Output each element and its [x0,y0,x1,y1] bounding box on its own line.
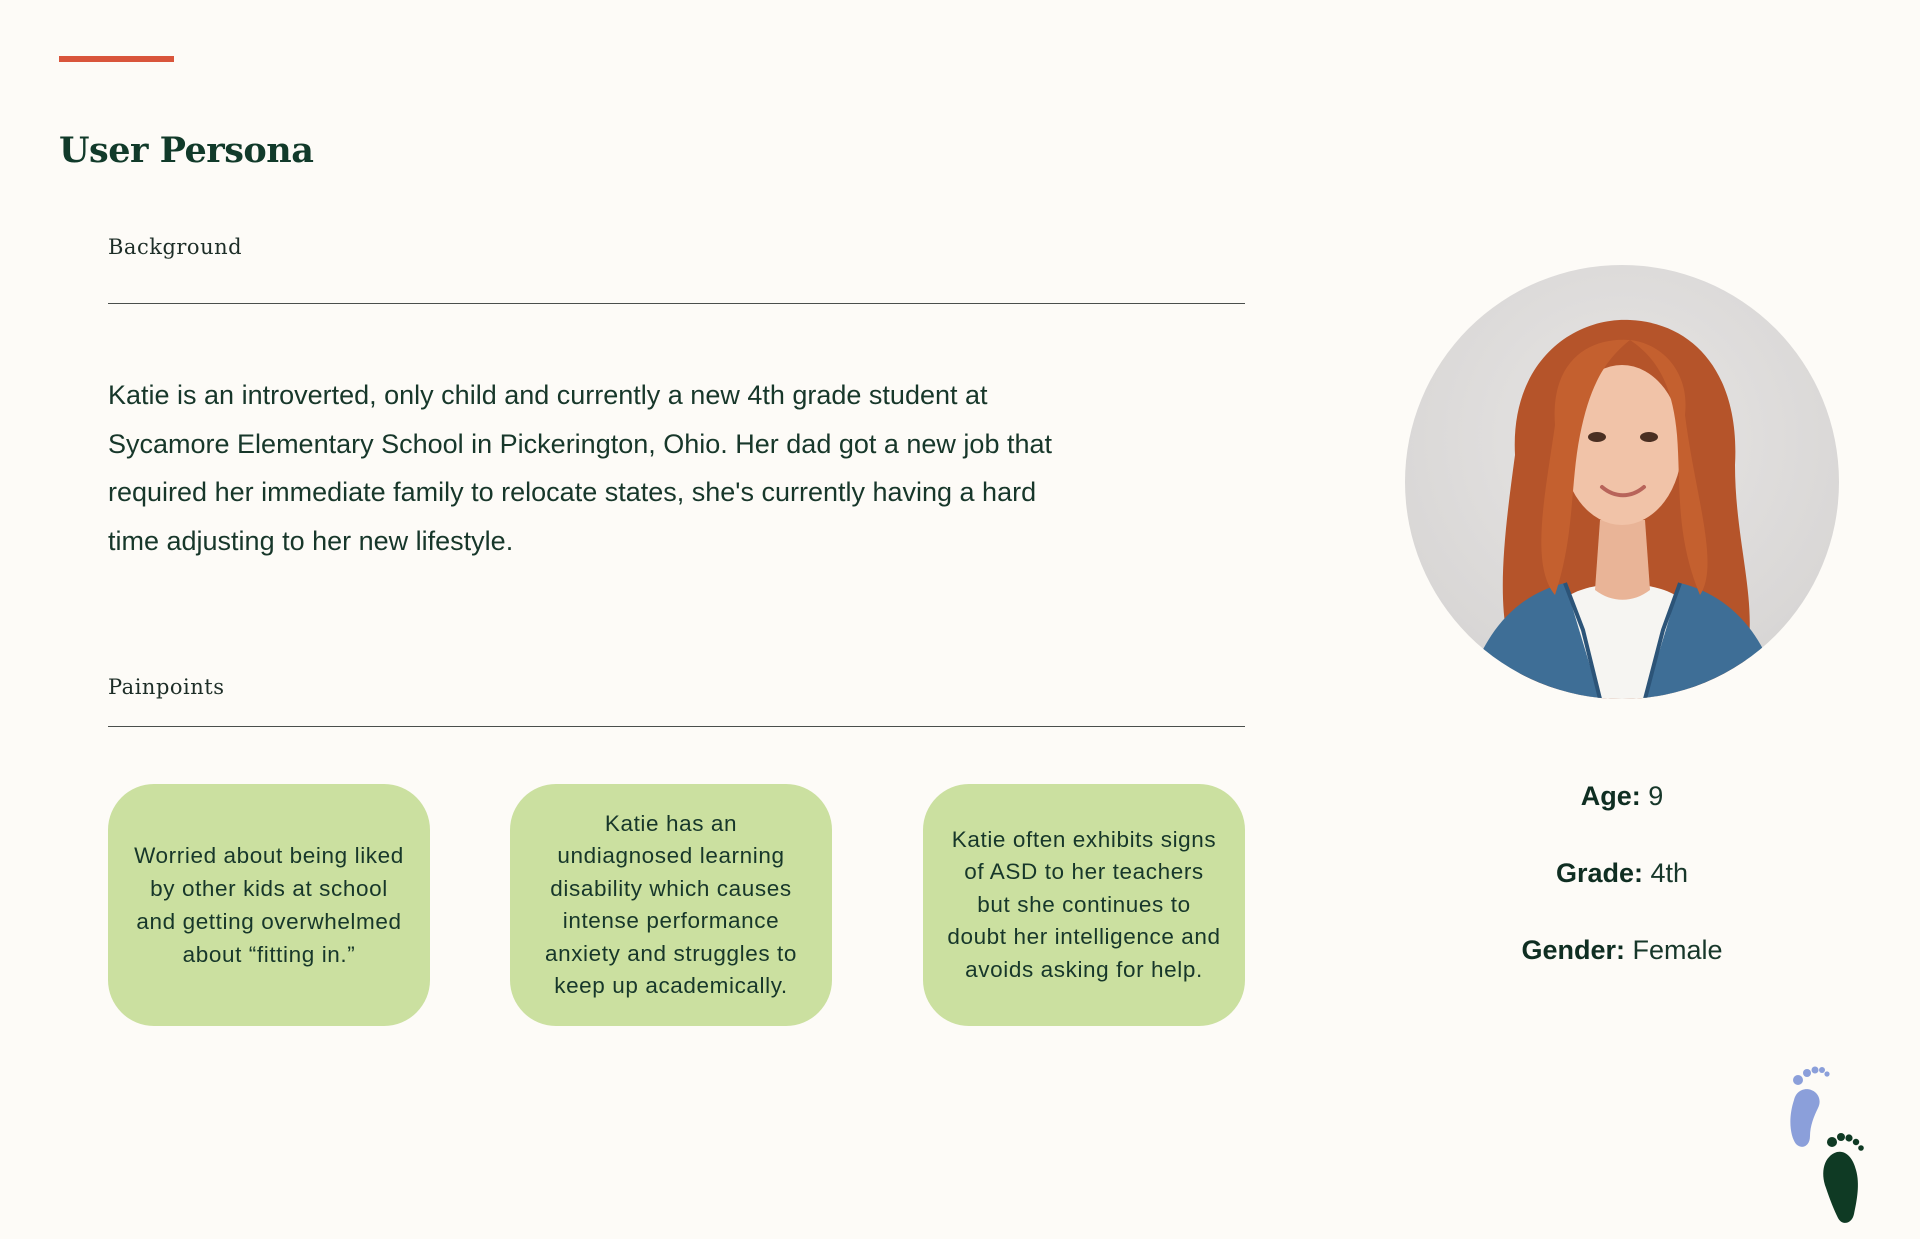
age-label: Age: [1580,781,1641,811]
gender-value: Female [1632,935,1723,965]
gender-row [1398,926,1846,1003]
painpoints-heading: Painpoints [108,675,225,699]
page-title: User Persona [59,130,314,171]
grade-value: 4th [1650,858,1689,888]
grade-label: Grade: [1555,858,1643,888]
footprints-icon [1782,1058,1874,1228]
grade-row [1398,849,1846,926]
painpoint-card: Katie often exhibits signs of ASD to her teachers but she continues to doubt her intelligence and avoids asking for help. [923,784,1245,1026]
painpoints-divider [108,726,1245,727]
background-heading: Background [108,235,243,259]
background-text: Katie is an introverted, only child and currently a new 4th grade student at Sycamore Elementary School in Pickerington, Ohio. Her dad got a new job that required her immediate family to relocate states, she's currently having a hard time adjusting to her new lifestyle. [108,380,1052,556]
age-row [1398,772,1846,849]
gender-label: Gender: [1521,935,1625,965]
girl-portrait-illustration [1405,265,1839,699]
dark-footprint-icon [1823,1133,1864,1223]
painpoint-card: Katie has an undiagnosed learning disability which causes intense performance anxiety and struggles to keep up academically. [510,784,832,1026]
persona-photo [1405,265,1839,699]
background-divider [108,303,1245,304]
age-value: 9 [1648,781,1664,811]
accent-bar [59,56,174,62]
painpoint-card: Worried about being liked by other kids at school and getting overwhelmed about “fitting in.” [108,784,430,1026]
light-footprint-icon [1790,1067,1829,1147]
persona-stats [1398,772,1846,1003]
